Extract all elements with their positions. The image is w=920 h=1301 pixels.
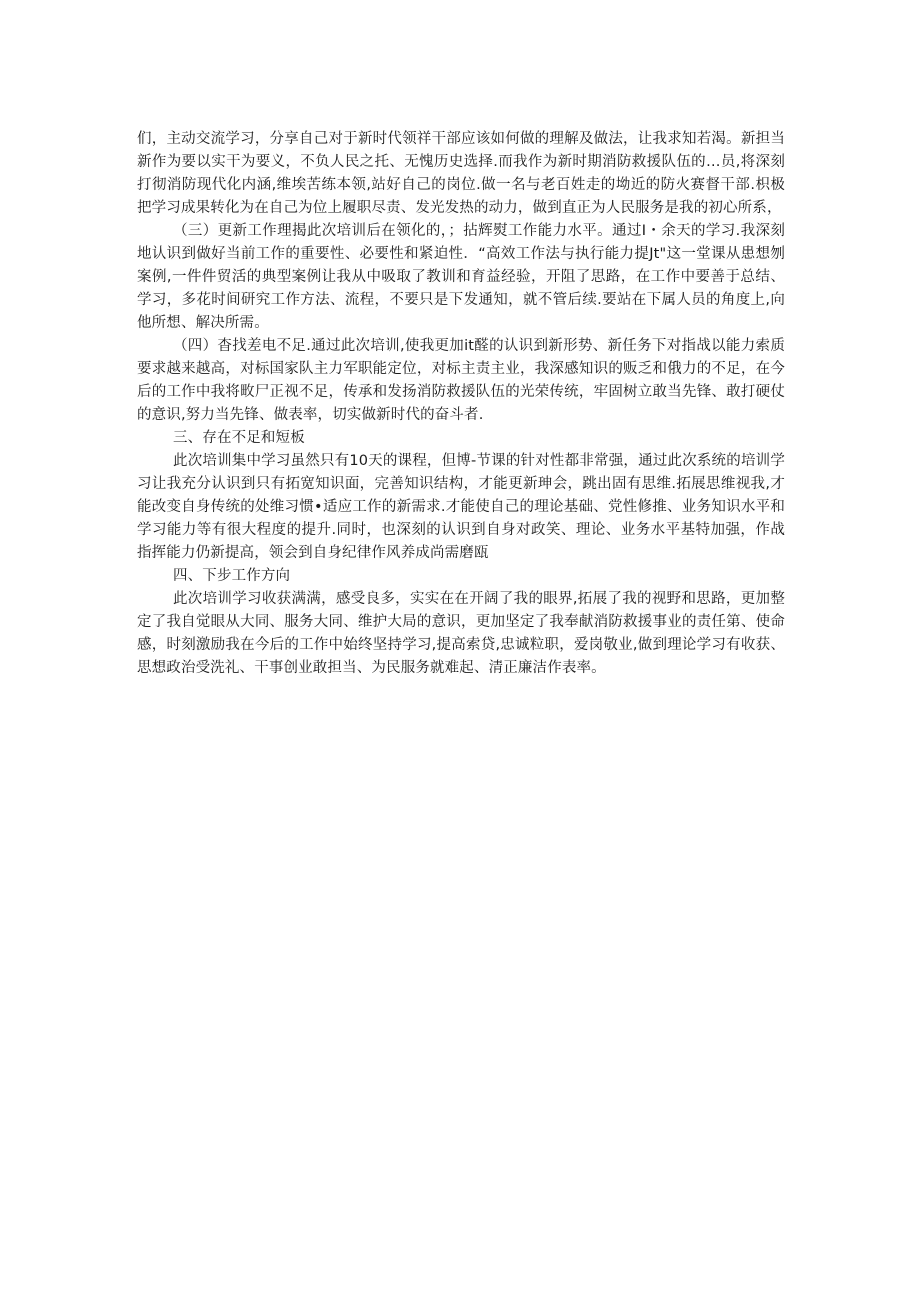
paragraph-next-steps: 此次培训学习收获满满，感受良多，实实在在开阔了我的眼界,拓展了我的视野和思路，更加整定了我自觉眼从大同、服务大同、维护大局的意识，更加坚定了我奉献消防救援事业的责任第、使命感，时刻激励我在今后的工作中始终坚持学习,提高索贷,忠诚粒职，爱岗敬业,做到理论学习有收获、思想政治受洗礼、干事创业敢担当、为民服务就难起、清正廉洁作表率。 (137, 591, 785, 676)
paragraph-shortcomings: 此次培训集中学习虽然只有10天的课程，但博-节课的针对性都非常强，通过此次系统的培训学习让我充分认识到只有拓宽知识面，完善知识结构，才能更新珅会，跳出固有思维.拓展思维视我,才能改变自身传统的处维习惯•适应工作的新需求.才能使自己的理论基础、党性修推、业务知识水平和学习能力等有很大程度的提升.同时，也深刻的认识到自身对政笑、理论、业务水平基特加强，作战指挥能力仍新提高，领会到自身纪律作风养成尚需磨瓯 (137, 453, 785, 561)
paragraph-section-four: （四）杳找差电不足.通过此次培训,使我更加it醛的认识到新形势、新任务下对指战以能力索质要求越来越高，对标国家队主力军职能定位，对标主责主业，我深感知识的贩乏和俄力的不足，在今后的工作中我将畋尸正视不足，传承和发扬消防救援队伍的光荣传统，牢固树立敢当先锋、敢打硬仗的意识,努力当先锋、做表率，切实做新时代的奋斗者. (137, 338, 785, 423)
heading-shortcomings: 三、存在不足和短板 (173, 430, 305, 446)
heading-next-steps: 四、下步工作方向 (173, 568, 291, 584)
paragraph-section-three: （三）更新工作理揭此次培训后在领化的，；拈辉熨工作能力水平。通过I・余天的学习.我深刻地认识到做好当前工作的重要性、必要性和紧迫性．“高效工作法与执行能力提Jt"这一堂课从患想刎案例,一件件贸活的典型案例让我从中吸取了教训和育益经验，开阻了思路，在工作中要善于总结、学习，多花时间研究工作方法、流程，不要只是下发通知，就不管后续.要站在下属人员的角度上,向他所想、解决所需。 (137, 223, 785, 331)
paragraph-continued-intro: 们，主动交流学习，分享自己对于新时代领祥干部应该如何做的理解及做法，让我求知若渴。新担当新作为要以实干为要义，不负人民之托、无愧历史选择.而我作为新时期消防救援队伍的…员,将深刻打彻消防现代化内涵,维埃苦练本领,站好自己的岗位.做一名与老百姓走的坳近的防火赛督干部.枳极把学习成果转化为在自己为位上履职尽责、发光发热的动力，做到直正为人民服务是我的初心所系， (137, 131, 785, 216)
document-body (137, 128, 785, 680)
